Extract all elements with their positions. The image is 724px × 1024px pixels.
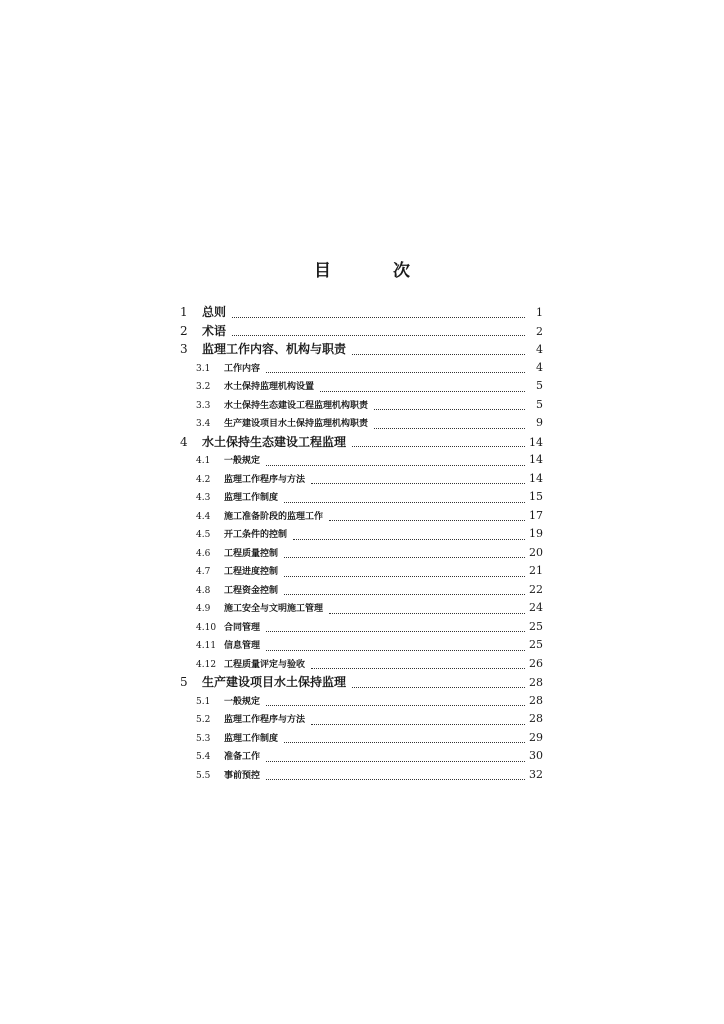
toc-entry-number: 4.2 (196, 474, 211, 485)
toc-leader-dots (266, 631, 525, 632)
toc-entry-title: 一般规定 (224, 456, 261, 466)
toc-entry-number: 4.3 (196, 493, 211, 503)
toc-page-number: 28 (529, 712, 543, 725)
toc-section-row[interactable] (180, 729, 543, 748)
toc-section-row[interactable] (180, 451, 543, 470)
toc-leader-dots (266, 705, 525, 706)
toc-section-row[interactable] (180, 544, 543, 563)
toc-entry-number: 5.3 (196, 733, 211, 744)
toc-entry-title: 监理工作程序与方法 (224, 474, 306, 485)
toc-page-number: 19 (529, 527, 543, 540)
toc-leader-dots (320, 391, 525, 392)
toc-section-row[interactable] (180, 655, 543, 674)
toc-leader-dots (266, 761, 525, 762)
toc-entry-number: 2 (180, 323, 188, 338)
toc-entry-number: 4.12 (196, 659, 217, 670)
toc-entry-title: 监理工作制度 (224, 733, 279, 744)
toc-entry-title: 信息管理 (224, 641, 261, 651)
toc-leader-dots (352, 446, 525, 447)
toc-page-number: 20 (529, 545, 543, 559)
toc-page-number: 30 (529, 749, 543, 762)
toc-entry-number: 5.5 (196, 770, 211, 781)
toc-entry-title: 开工条件的控制 (224, 530, 288, 540)
toc-entry-title: 监理工作程序与方法 (224, 715, 306, 725)
toc-leader-dots (374, 428, 525, 429)
toc-leader-dots (232, 317, 525, 318)
toc-leader-dots (266, 465, 525, 466)
toc-section-row[interactable] (180, 692, 543, 711)
toc-entry-number: 3.2 (196, 382, 211, 392)
toc-leader-dots (284, 742, 525, 743)
toc-entry-number: 5 (180, 675, 188, 689)
toc-entry-number: 4.9 (196, 604, 211, 614)
toc-entry-number: 4.1 (196, 456, 211, 466)
toc-leader-dots (284, 557, 525, 558)
toc-section-row[interactable] (180, 747, 543, 766)
toc-entry-number: 4.7 (196, 567, 211, 577)
toc-entry-number: 4.5 (196, 530, 211, 540)
toc-chapter-row[interactable] (180, 433, 543, 452)
toc-entry-number: 5.2 (196, 715, 211, 725)
toc-entry-number: 3.1 (196, 363, 211, 374)
toc-entry-title: 水土保持生态建设工程监理 (202, 434, 347, 449)
toc-page-number: 17 (529, 508, 543, 522)
toc-section-row[interactable] (180, 710, 543, 729)
toc-entry-number: 1 (180, 305, 188, 319)
toc-entry-title: 水土保持监理机构设置 (224, 382, 315, 392)
toc-leader-dots (311, 668, 525, 669)
toc-entry-number: 3.3 (196, 400, 211, 411)
toc-entry-title: 总则 (202, 305, 227, 319)
toc-entry-title: 施工准备阶段的监理工作 (224, 511, 324, 522)
toc-chapter-row[interactable] (180, 303, 543, 322)
toc-page-number: 5 (536, 379, 543, 392)
toc-leader-dots (284, 576, 525, 577)
toc-entry-number: 4.8 (196, 585, 211, 596)
toc-entry-title: 一般规定 (224, 696, 261, 707)
toc-page-number: 26 (529, 656, 543, 670)
toc-section-row[interactable] (180, 599, 543, 618)
toc-entry-title: 水土保持生态建设工程监理机构职责 (224, 400, 369, 411)
toc-page-number: 32 (529, 767, 543, 781)
toc-entry-title: 监理工作制度 (224, 493, 279, 503)
toc-page-number: 4 (536, 343, 543, 356)
toc-section-row[interactable] (180, 562, 543, 581)
toc-page-number: 24 (529, 601, 543, 614)
toc-chapter-row[interactable] (180, 322, 543, 341)
toc-section-row[interactable] (180, 618, 543, 637)
toc-entry-number: 3.4 (196, 419, 211, 429)
toc-section-row[interactable] (180, 581, 543, 600)
toc-entry-number: 4.10 (196, 622, 217, 633)
toc-entry-title: 工程质量控制 (224, 548, 279, 559)
toc-leader-dots (232, 335, 525, 336)
toc-page-number: 4 (536, 360, 543, 374)
toc-leader-dots (374, 409, 525, 410)
toc-section-row[interactable] (180, 636, 543, 655)
toc-section-row[interactable] (180, 359, 543, 378)
toc-leader-dots (329, 613, 525, 614)
toc-leader-dots (266, 372, 525, 373)
toc-leader-dots (293, 539, 525, 540)
toc-section-row[interactable] (180, 507, 543, 526)
toc-entry-title: 生产建设项目水土保持监理机构职责 (224, 419, 369, 429)
toc-page-number: 9 (536, 416, 543, 429)
toc-page-number: 14 (529, 471, 543, 485)
toc-entry-number: 4 (180, 434, 188, 449)
toc-heading: 目 次 (314, 261, 438, 281)
toc-leader-dots (266, 779, 525, 780)
toc-entry-title: 术语 (202, 323, 227, 338)
toc-leader-dots (352, 687, 525, 688)
toc-entry-title: 施工安全与文明施工管理 (224, 604, 324, 614)
toc-entry-number: 4.11 (196, 641, 217, 651)
toc-section-row[interactable] (180, 414, 543, 433)
toc-entry-title: 工程质量评定与验收 (224, 659, 306, 670)
toc-page-number: 15 (529, 490, 543, 503)
toc-leader-dots (284, 594, 525, 595)
toc-page-number: 28 (529, 676, 543, 689)
toc-entry-title: 生产建设项目水土保持监理 (202, 675, 347, 689)
toc-entry-title: 准备工作 (224, 752, 261, 762)
toc-page-number: 14 (529, 435, 543, 449)
toc-section-row[interactable] (180, 766, 543, 785)
toc-chapter-row[interactable] (180, 673, 543, 692)
toc-leader-dots (284, 502, 525, 503)
toc-page-number: 21 (529, 564, 543, 577)
toc-entry-title: 工程进度控制 (224, 567, 279, 577)
toc-entry-number: 4.4 (196, 511, 211, 522)
toc-page-number: 2 (536, 324, 543, 338)
toc-entry-title: 工程资金控制 (224, 585, 279, 596)
toc-page-number: 14 (529, 453, 543, 466)
toc-page-number: 25 (529, 619, 543, 633)
toc-leader-dots (311, 483, 525, 484)
toc-section-row[interactable] (180, 488, 543, 507)
toc-section-row[interactable] (180, 377, 543, 396)
toc-page-number: 1 (536, 306, 543, 319)
toc-leader-dots (266, 650, 525, 651)
toc-page-number: 5 (536, 397, 543, 411)
toc-page-number: 29 (529, 730, 543, 744)
toc-leader-dots (352, 354, 525, 355)
toc-leader-dots (329, 520, 525, 521)
toc-entry-number: 4.6 (196, 548, 211, 559)
toc-entry-title: 合同管理 (224, 622, 261, 633)
toc-entry-title: 工作内容 (224, 363, 261, 374)
toc-entry-number: 5.1 (196, 696, 211, 707)
toc-page-number: 22 (529, 582, 543, 596)
toc-section-row[interactable] (180, 525, 543, 544)
toc-entry-number: 5.4 (196, 752, 211, 762)
toc-page-number: 28 (529, 693, 543, 707)
toc-section-row[interactable] (180, 396, 543, 415)
toc-entry-number: 3 (180, 342, 188, 356)
toc-chapter-row[interactable] (180, 340, 543, 359)
table-of-contents (180, 303, 543, 784)
toc-page-number: 25 (529, 638, 543, 651)
toc-section-row[interactable] (180, 470, 543, 489)
toc-entry-title: 事前预控 (224, 770, 261, 781)
toc-entry-title: 监理工作内容、机构与职责 (202, 342, 347, 356)
toc-leader-dots (311, 724, 525, 725)
